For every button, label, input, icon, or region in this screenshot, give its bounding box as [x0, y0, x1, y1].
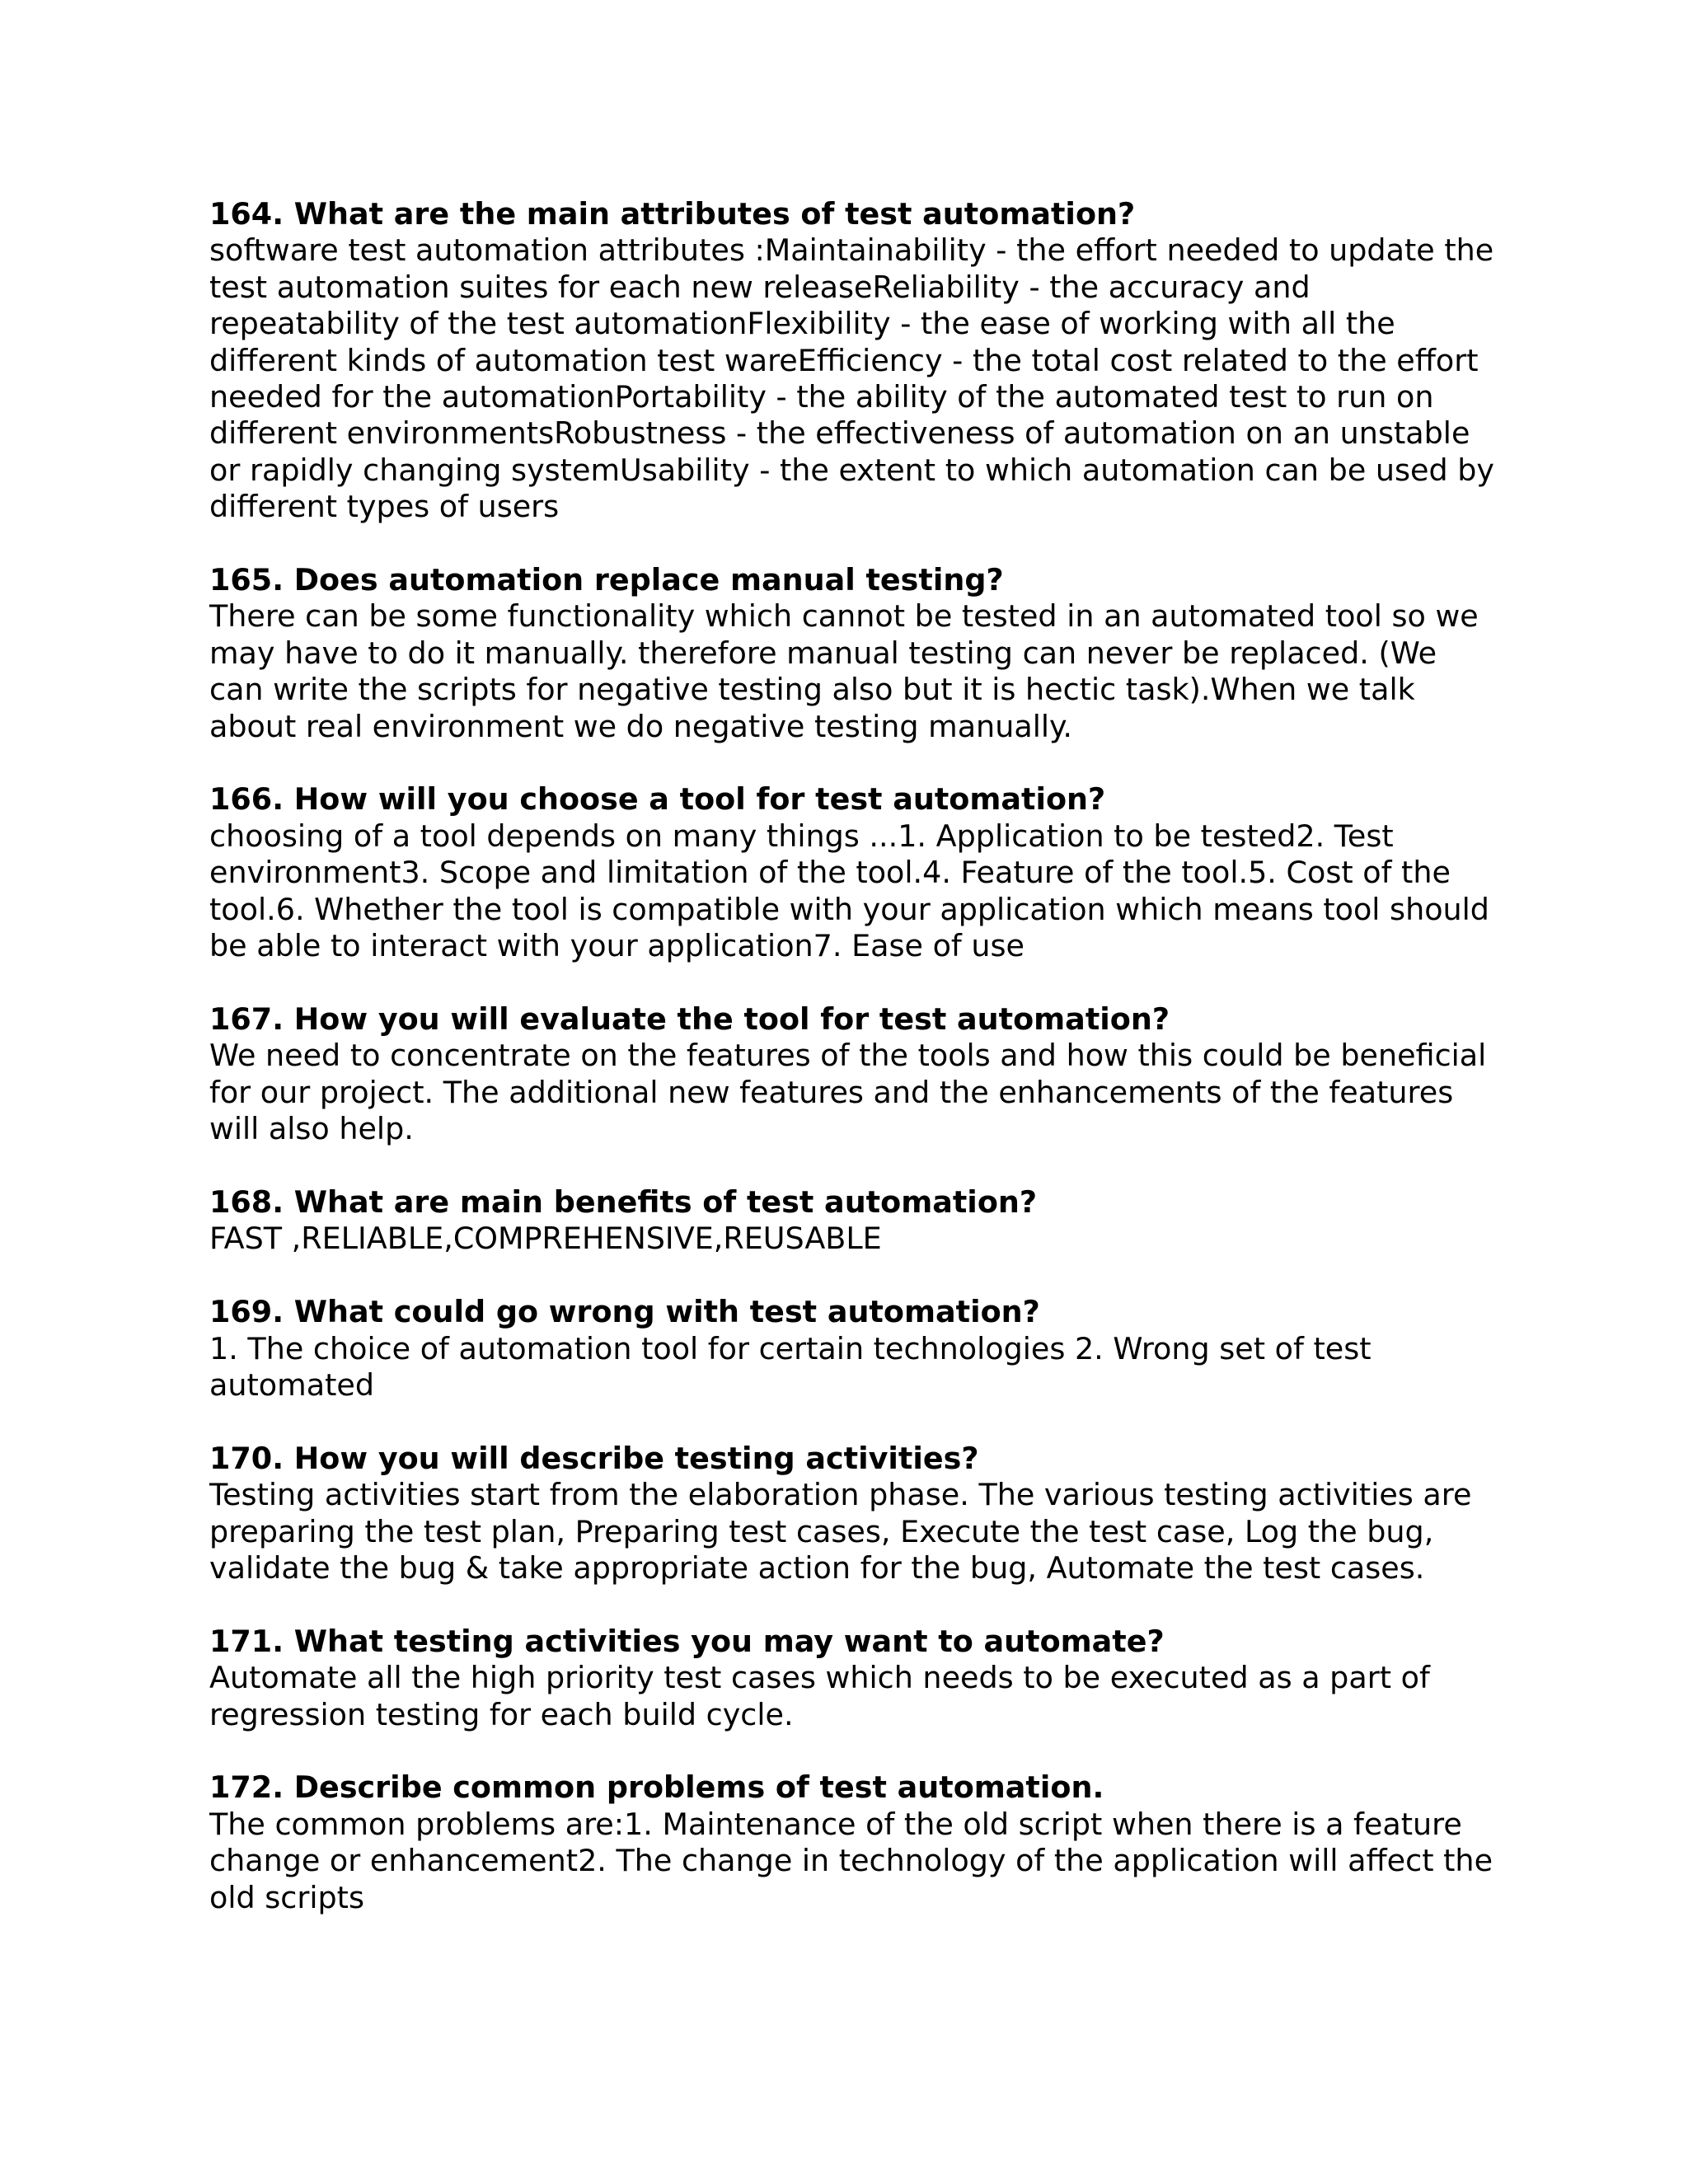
answer-text: There can be some functionality which cannot be tested in an automated tool so we may have to do it manually. therefore manual testing can never be replaced. (We can write the scripts for negative testing also but it is hectic task).When we talk about real environment we do negative testing manually.	[209, 598, 1479, 744]
question-heading: 169. What could go wrong with test automation?	[209, 1294, 1040, 1330]
question-heading: 164. What are the main attributes of test automation?	[209, 196, 1136, 232]
qa-item-164	[209, 196, 1495, 526]
answer-text: 1. The choice of automation tool for certain technologies 2. Wrong set of test automated	[209, 1330, 1372, 1403]
question-heading: 170. How you will describe testing activities?	[209, 1440, 979, 1476]
qa-item-166	[209, 781, 1495, 964]
question-heading: 166. How will you choose a tool for test automation?	[209, 781, 1106, 818]
answer-text: software test automation attributes :Maintainability - the effort needed to update the test automation suites for each new releaseReliability - the accuracy and repeatability of the test automationFlexibility - the ease of working with all the different kinds of automation test wareEfficiency - the total cost related to the effort needed for the automationPortability - the ability of the automated test to run on different environmentsRobustness - the effectiveness of automation on an unstable or rapidly changing systemUsability - the extent to which automation can be used by different types of users	[209, 232, 1495, 525]
question-heading: 172. Describe common problems of test automation.	[209, 1769, 1104, 1806]
qa-item-172	[209, 1769, 1495, 1916]
qa-list	[209, 196, 1495, 1952]
answer-text: We need to concentrate on the features of the tools and how this could be beneficial for our project. The additional new features and the enhancements of the features will also help.	[209, 1038, 1487, 1147]
answer-text: The common problems are:1. Maintenance of the old script when there is a feature change or enhancement2. The change in technology of the application will affect the old scripts	[209, 1806, 1493, 1915]
qa-item-167	[209, 1001, 1495, 1148]
question-heading: 168. What are main benefits of test automation?	[209, 1183, 1038, 1220]
answer-text: choosing of a tool depends on many things ...1. Application to be tested2. Test environment3. Scope and limitation of the tool.4. Feature of the tool.5. Cost of the tool.6. Whether the tool is compatible with your application which means tool should be able to interact with your application7. Ease of use	[209, 818, 1489, 964]
question-heading: 171. What testing activities you may want to automate?	[209, 1623, 1165, 1659]
answer-text: FAST ,RELIABLE,COMPREHENSIVE,REUSABLE	[209, 1221, 882, 1257]
qa-item-168	[209, 1184, 1495, 1258]
qa-item-171	[209, 1624, 1495, 1733]
qa-item-165	[209, 562, 1495, 745]
qa-item-170	[209, 1441, 1495, 1587]
answer-text: Automate all the high priority test cases which needs to be executed as a part of regression testing for each build cycle.	[209, 1660, 1430, 1732]
question-heading: 167. How you will evaluate the tool for test automation?	[209, 1001, 1170, 1037]
question-heading: 165. Does automation replace manual testing?	[209, 562, 1004, 598]
qa-item-169	[209, 1294, 1495, 1404]
answer-text: Testing activities start from the elaboration phase. The various testing activities are preparing the test plan, Preparing test cases, Execute the test case, Log the bug, validate the bug & take appropriate action for the bug, Automate the test cases.	[209, 1477, 1472, 1586]
